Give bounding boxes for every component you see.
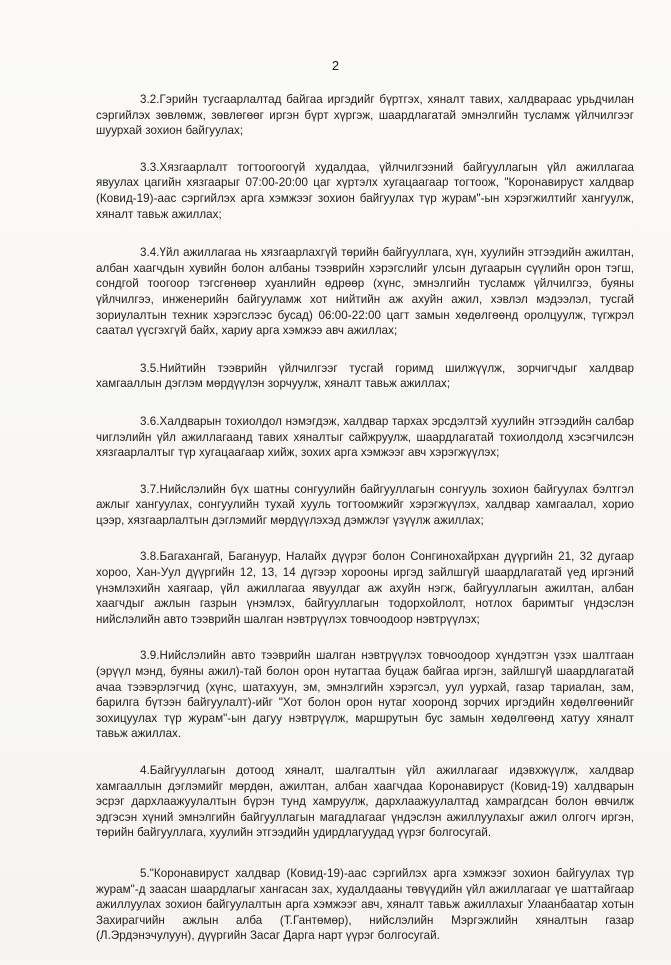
paragraph-3-2: 3.2.Гэрийн тусгаарлалтад байгаа иргэдийг бүртгэх, хяналт тавих, халдвараас урьдчилан сэргийлэх зөвлөмж, зөвлөгөөг иргэн бүрт хүргэж, шаардлагатай эмнэлгийн тусламж үйлчилгээг шуурхай зохион байгуулах; — [96, 93, 634, 138]
document-body — [96, 92, 634, 965]
paragraph-3-4: 3.4.Үйл ажиллагаа нь хязгаарлахгүй төрийн байгууллага, хүн, хуулийн этгээдийн ажилтан, албан хаагчдын хувийн болон албаны тээврийн хэрэгслийг улсын дугаарын сүүлийн орон тэгш, сондгой тоогоор тэгсгөнөөр хуанлийн өдрөөр (хүнс, эмнэлгийн тусламж үйлчилгээ, буяны үйлчилгээ, инженерийн байгууламж хот нийтийн аж ахуйн ажил, хэвлэл мэдээлэл, тусгай зориулалтын техник хэрэгслээс бусад) 06:00-22:00 цагт замын хөдөлгөөнд оролцуулж, түгжрэл саатал үүсгэхгүй байх, хариу арга хэмжээ авч ажиллах; — [96, 246, 634, 338]
paragraph-5: 5."Коронавируст халдвар (Ковид-19)-аас сэргийлэх арга хэмжээг зохион байгуулах түр журам"-д заасан шаардлагыг хангасан зах, худалдааны төвүүдийн үйл ажиллагааг үе шаттайгаар ажиллуулах зохион байгуулалтын арга хэмжээг авч, хяналт тавьж ажиллахыг Улаанбаатар хотын Захирагчийн ажлын алба (Т.Гантөмөр), нийслэлийн Мэргэжлийн хяналтын газар (Л.Эрдэнэчулуун), дүүргийн Засаг Дарга нарт үүрэг болгосугай. — [96, 866, 634, 943]
paragraph-3-5: 3.5.Нийтийн тээврийн үйлчилгээг тусгай горимд шилжүүлж, зорчигчдыг халдвар хамгааллын дэглэм мөрдүүлэн зорчуулж, хяналт тавьж ажиллах; — [96, 361, 634, 391]
paragraph-3-8: 3.8.Багахангай, Багануур, Налайх дүүрэг болон Сонгинохайрхан дүүргийн 21, 32 дугаар хороо, Хан-Уул дүүргийн 12, 13, 14 дүгээр хорооны иргэд зайлшгүй шаардлагатай үед иргэний үнэмлэхийн хаягаар, үйл ажиллагаа явуулдаг аж ахуйн нэгж, байгууллагын ажилтан, албан хаагчдыг ажлын газрын үнэмлэх, байгууллагын тодорхойлолт, нотлох баримтыг үндэслэн нийслэлийн авто тээврийн шалган нэвтрүүлэх товчоодоор нэвтрүүлэх; — [96, 550, 634, 626]
paragraph-4: 4.Байгууллагын дотоод хяналт, шалгалтын үйл ажиллагааг идэвхжүүлж, халдвар хамгааллын дэглэмийг мөрдөн, ажилтан, албан хаагчдаа Коронавируст (Ковид-19) халдварын эсрэг дархлаажуулалтын бүрэн тунд хамруулж, дархлаажуулалтад хамрагдсан болон өвчилж эдгэсэн хүний эмнэлгийн байгууллагын магадлагааг үндэслэн ажиллуулахыг ажил олгогч иргэн, төрийн байгууллага, хуулийн этгээдийн удирдлагуудад үүрэг болгосугай. — [96, 764, 634, 840]
paragraph-3-6: 3.6.Халдварын тохиолдол нэмэгдэж, халдвар тархах эрсдэлтэй хуулийн этгээдийн салбар чиглэлийн үйл ажиллагаанд тавих хяналтыг сайжруулж, шаардлагатай тохиолдолд хэсэгчилсэн хязгаарлалтыг түр хугацаагаар хийж, зохих арга хэмжээг авч хэрэгжүүлэх; — [96, 414, 634, 460]
paragraph-3-9: 3.9.Нийслэлийн авто тээврийн шалган нэвтрүүлэх товчоодоор хүндэтгэн үзэх шалтгаан (эрүүл мэнд, буяны ажил)-тай болон орон нутагтаа буцаж байгаа иргэн, зайлшгүй шаардлагатай ачаа тээвэрлэгчид (хүнс, шатахуун, эм, эмнэлгийн хэрэгсэл, уул уурхай, газар тариалан, зам, барилга бүтээн байгуулалт)-ийг "Хот болон орон нутаг хооронд зорчих иргэдийн хөдөлгөөнийг зохицуулах түр журам"-ын дагуу нэвтрүүлж, маршрутын бус замын хөдөлгөөнд хатуу хяналт тавьж ажиллах. — [96, 649, 634, 741]
paragraph-3-3: 3.3.Хязгаарлалт тогтоогоогүй худалдаа, үйлчилгээний байгууллагын үйл ажиллагаа явуулах цагийн хязгаарыг 07:00-20:00 цаг хүртэлх хугацаагаар тогтоож, "Коронавируст халдвар (Ковид-19)-аас сэргийлэх арга хэмжээг зохион байгуулах түр журам"-ын хэрэгжилтийг хангуулж, хяналт тавьж ажиллах; — [96, 160, 634, 221]
paragraph-3-7: 3.7.Нийслэлийн бүх шатны сонгуулийн байгууллагын сонгууль зохион байгуулах бэлтгэл ажлыг хангуулах, сонгуулийн тухай хууль тогтоомжийг хэрэгжүүлэх, халдвар хамгаалал, хорио цээр, хязгаарлалтын дэглэмийг мөрдүүлэхэд дэмжлэг үзүүлж ажиллах; — [96, 482, 634, 527]
page-number: 2 — [331, 58, 340, 73]
